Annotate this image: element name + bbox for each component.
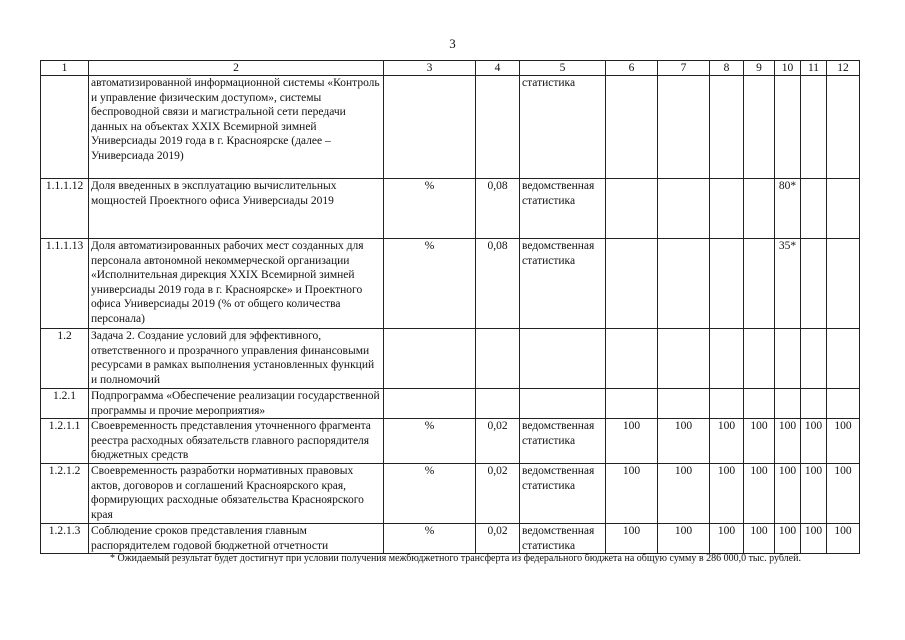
row-value-10: 100 xyxy=(775,524,801,554)
column-header: 3 xyxy=(384,61,476,76)
row-value-9 xyxy=(744,239,775,329)
row-value-12 xyxy=(827,179,860,239)
row-value-6 xyxy=(606,239,658,329)
column-header: 6 xyxy=(606,61,658,76)
row-code: 1.2.1 xyxy=(41,389,89,419)
row-unit xyxy=(384,389,476,419)
row-value-7: 100 xyxy=(658,419,710,464)
row-value-12 xyxy=(827,329,860,389)
row-value-6 xyxy=(606,179,658,239)
table-row xyxy=(41,179,860,239)
row-value-8: 100 xyxy=(710,419,744,464)
row-value-8 xyxy=(710,179,744,239)
column-header: 12 xyxy=(827,61,860,76)
table-row xyxy=(41,239,860,329)
page-number: 3 xyxy=(449,36,456,51)
column-header: 7 xyxy=(658,61,710,76)
row-value-11 xyxy=(801,329,827,389)
row-source: ведомственная статистика xyxy=(520,464,606,524)
row-value-8: 100 xyxy=(710,524,744,554)
row-code: 1.1.1.13 xyxy=(41,239,89,329)
row-weight: 0,02 xyxy=(476,419,520,464)
row-value-11 xyxy=(801,389,827,419)
row-source: ведомственная статистика xyxy=(520,239,606,329)
row-code xyxy=(41,76,89,179)
row-value-8: 100 xyxy=(710,464,744,524)
row-weight: 0,02 xyxy=(476,524,520,554)
row-value-9 xyxy=(744,329,775,389)
table-row xyxy=(41,464,860,524)
row-value-6 xyxy=(606,329,658,389)
row-value-12 xyxy=(827,76,860,179)
column-header: 10 xyxy=(775,61,801,76)
row-code: 1.2.1.2 xyxy=(41,464,89,524)
row-weight xyxy=(476,389,520,419)
column-header: 11 xyxy=(801,61,827,76)
row-value-8 xyxy=(710,389,744,419)
row-unit: % xyxy=(384,464,476,524)
table-row xyxy=(41,329,860,389)
row-value-9: 100 xyxy=(744,524,775,554)
row-value-6 xyxy=(606,389,658,419)
row-name: Задача 2. Создание условий для эффективного, ответственного и прозрачного управления финансовыми ресурсами в рамках выполнения установленных функций и полномочий xyxy=(89,329,384,389)
row-unit xyxy=(384,329,476,389)
row-value-12: 100 xyxy=(827,524,860,554)
row-value-12: 100 xyxy=(827,419,860,464)
row-value-11 xyxy=(801,76,827,179)
row-value-7 xyxy=(658,329,710,389)
row-unit: % xyxy=(384,179,476,239)
row-value-9 xyxy=(744,76,775,179)
table-row xyxy=(41,524,860,554)
row-unit xyxy=(384,76,476,179)
row-value-7 xyxy=(658,76,710,179)
row-name: Доля автоматизированных рабочих мест созданных для персонала автономной некоммерческой организации «Исполнительная дирекция XXIX Всемирной зимней универсиады 2019 года в г. Красноярске» и Проектного офиса Универсиады 2019 (% от общего количества персонала) xyxy=(89,239,384,329)
row-unit: % xyxy=(384,419,476,464)
row-value-6: 100 xyxy=(606,419,658,464)
row-name: Своевременность разработки нормативных правовых актов, договоров и соглашений Красноярского края, формирующих расходные обязательства Красноярского края xyxy=(89,464,384,524)
row-value-12 xyxy=(827,239,860,329)
row-unit: % xyxy=(384,239,476,329)
footnote: * Ожидаемый результат будет достигнут при условии получения межбюджетного трансферта из федерального бюджета на общую сумму в 286 000,0 тыс. рублей. xyxy=(110,553,801,564)
row-source: ведомственная статистика xyxy=(520,419,606,464)
row-value-7: 100 xyxy=(658,464,710,524)
row-value-9 xyxy=(744,389,775,419)
row-value-10: 80* xyxy=(775,179,801,239)
row-name: Подпрограмма «Обеспечение реализации государственной программы и прочие мероприятия» xyxy=(89,389,384,419)
row-value-12: 100 xyxy=(827,464,860,524)
row-value-11: 100 xyxy=(801,524,827,554)
row-value-7 xyxy=(658,179,710,239)
row-value-10: 100 xyxy=(775,464,801,524)
row-code: 1.2 xyxy=(41,329,89,389)
row-source: ведомственная статистика xyxy=(520,524,606,554)
row-value-9 xyxy=(744,179,775,239)
row-value-10: 35* xyxy=(775,239,801,329)
row-source xyxy=(520,329,606,389)
row-value-11: 100 xyxy=(801,464,827,524)
table-row xyxy=(41,389,860,419)
indicators-table xyxy=(40,60,860,554)
column-number-row xyxy=(41,61,860,76)
row-value-6: 100 xyxy=(606,464,658,524)
row-source: статистика xyxy=(520,76,606,179)
row-name: Доля введенных в эксплуатацию вычислительных мощностей Проектного офиса Универсиады 2019 xyxy=(89,179,384,239)
row-value-11 xyxy=(801,179,827,239)
row-value-10: 100 xyxy=(775,419,801,464)
row-weight: 0,08 xyxy=(476,239,520,329)
row-value-8 xyxy=(710,76,744,179)
column-header: 1 xyxy=(41,61,89,76)
row-value-6: 100 xyxy=(606,524,658,554)
column-header: 2 xyxy=(89,61,384,76)
column-header: 5 xyxy=(520,61,606,76)
row-name: автоматизированной информационной системы «Контроль и управление физическим доступом», системы беспроводной связи и магистральной сети передачи данных на объектах XXIX Всемирной зимней Универсиады 2019 года в г. Красноярске (далее – Универсиада 2019) xyxy=(89,76,384,179)
table-row xyxy=(41,76,860,179)
row-source xyxy=(520,389,606,419)
row-name: Своевременность представления уточненного фрагмента реестра расходных обязательств главного распорядителя бюджетных средств xyxy=(89,419,384,464)
row-weight xyxy=(476,76,520,179)
column-header: 4 xyxy=(476,61,520,76)
row-code: 1.2.1.3 xyxy=(41,524,89,554)
row-value-6 xyxy=(606,76,658,179)
row-weight: 0,08 xyxy=(476,179,520,239)
row-value-10 xyxy=(775,389,801,419)
row-value-8 xyxy=(710,239,744,329)
row-weight: 0,02 xyxy=(476,464,520,524)
row-value-7 xyxy=(658,239,710,329)
table-row xyxy=(41,419,860,464)
row-source: ведомственная статистика xyxy=(520,179,606,239)
row-value-9: 100 xyxy=(744,464,775,524)
row-value-12 xyxy=(827,389,860,419)
row-code: 1.1.1.12 xyxy=(41,179,89,239)
column-header: 9 xyxy=(744,61,775,76)
row-value-8 xyxy=(710,329,744,389)
row-value-10 xyxy=(775,329,801,389)
row-weight xyxy=(476,329,520,389)
row-value-7: 100 xyxy=(658,524,710,554)
row-value-9: 100 xyxy=(744,419,775,464)
row-value-11: 100 xyxy=(801,419,827,464)
row-unit: % xyxy=(384,524,476,554)
column-header: 8 xyxy=(710,61,744,76)
row-value-10 xyxy=(775,76,801,179)
row-value-11 xyxy=(801,239,827,329)
row-code: 1.2.1.1 xyxy=(41,419,89,464)
row-value-7 xyxy=(658,389,710,419)
row-name: Соблюдение сроков представления главным распорядителем годовой бюджетной отчетности xyxy=(89,524,384,554)
